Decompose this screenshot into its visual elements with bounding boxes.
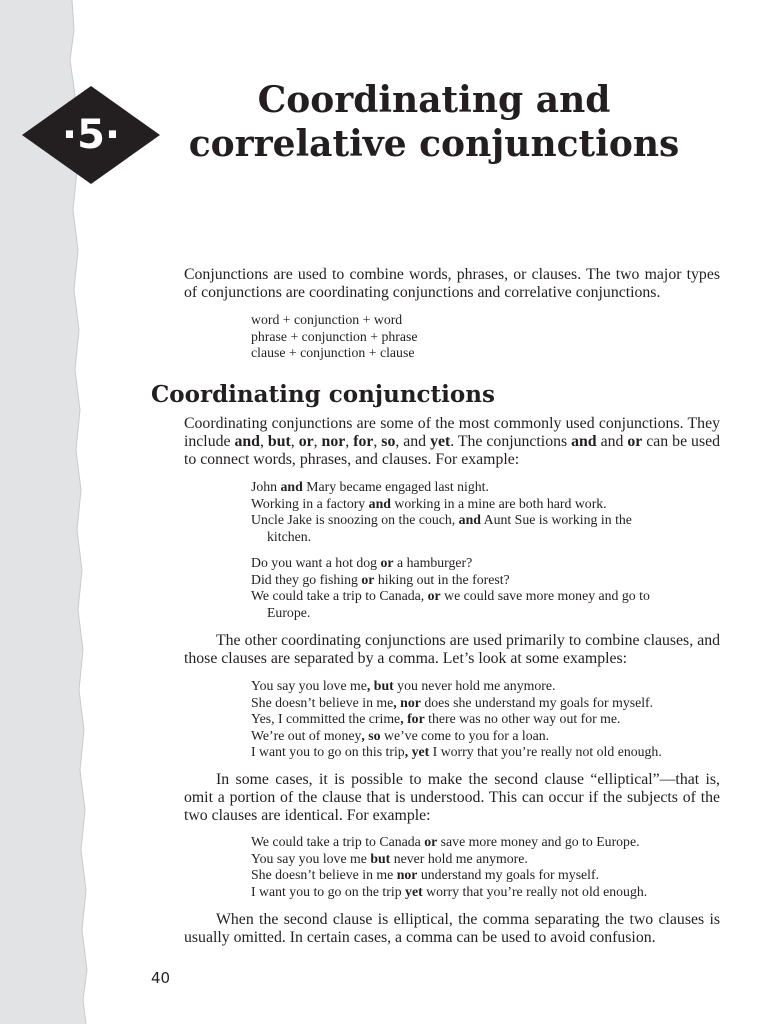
section-paragraph-3: In some cases, it is possible to make the second clause “elliptical”—that is, omit a portion of the clause that is understood. This can occur if the subjects of the two clauses are identical. For example:	[184, 771, 720, 824]
example-sentence: Uncle Jake is snoozing on the couch, and Aunt Sue is working in the	[251, 512, 632, 527]
example-sentence: I want you to go on this trip, yet I worry that you’re really not old enough.	[251, 744, 662, 759]
example-sentence: We could take a trip to Canada or save more money and go to Europe.	[251, 834, 640, 849]
example-group-4	[251, 834, 711, 900]
pattern-item: phrase + conjunction + phrase	[251, 328, 418, 344]
example-sentence: John and Mary became engaged last night.	[251, 479, 489, 494]
example-sentence: Working in a factory and working in a mine are both hard work.	[251, 495, 607, 511]
pattern-item: clause + conjunction + clause	[251, 345, 415, 360]
section-paragraph-4: When the second clause is elliptical, the comma separating the two clauses is usually omitted. In certain cases, a comma can be used to avoid confusion.	[184, 911, 720, 946]
example-sentence: Did they go fishing or hiking out in the forest?	[251, 571, 510, 587]
example-sentence: We’re out of money, so we’ve come to you for a loan.	[251, 727, 550, 743]
example-sentence: Do you want a hot dog or a hamburger?	[251, 555, 473, 570]
example-sentence: You say you love me, but you never hold me anymore.	[251, 678, 556, 693]
chapter-number-badge	[22, 86, 160, 184]
section-paragraph-2: The other coordinating conjunctions are used primarily to combine clauses, and those clauses are separated by a comma. Let’s look at some examples:	[184, 632, 720, 667]
example-sentence: We could take a trip to Canada, or we could save more money and go to	[251, 588, 650, 603]
example-sentence: You say you love me but never hold me anymore.	[251, 850, 528, 866]
chapter-title	[170, 78, 698, 166]
example-continuation: Europe.	[267, 604, 311, 620]
section-heading: Coordinating conjunctions	[151, 381, 495, 408]
example-sentence: She doesn’t believe in me nor understand my goals for myself.	[251, 867, 600, 882]
example-sentence: Yes, I committed the crime, for there was no other way out for me.	[251, 711, 621, 726]
intro-paragraph: Conjunctions are used to combine words, phrases, or clauses. The two major types of conjunctions are coordinating conjunctions and correlative conjunctions.	[184, 266, 720, 301]
example-group-3	[251, 678, 711, 761]
page-number: 40	[151, 969, 171, 987]
example-group-1	[251, 479, 711, 545]
chapter-number: ·5·	[61, 112, 121, 158]
pattern-list	[251, 312, 711, 362]
example-continuation: kitchen.	[267, 528, 312, 544]
example-group-2	[251, 555, 711, 621]
chapter-title-line-2: correlative conjunctions	[188, 123, 680, 165]
example-sentence: She doesn’t believe in me, nor does she understand my goals for myself.	[251, 694, 654, 710]
pattern-item: word + conjunction + word	[251, 312, 403, 327]
section-paragraph-1: Coordinating conjunctions are some of the most commonly used conjunctions. They include and, but, or, nor, for, so, and yet. The conjunctions and and or can be used to connect words, phrases, and clauses. For example:	[184, 415, 721, 468]
chapter-title-line-1: Coordinating and	[257, 79, 611, 121]
example-sentence: I want you to go on the trip yet worry that you’re really not old enough.	[251, 883, 648, 899]
